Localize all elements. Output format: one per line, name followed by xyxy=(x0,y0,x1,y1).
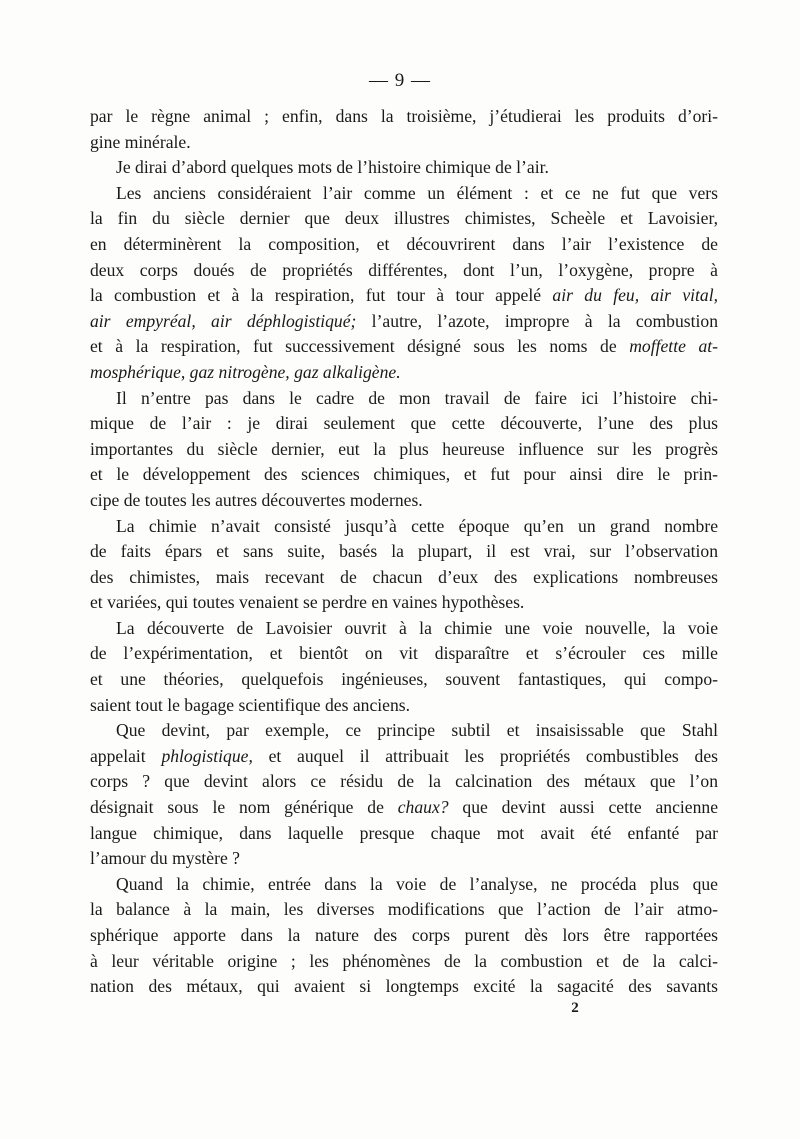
text-line: de l’expérimentation, et bientôt on vit disparaître et s’écrouler ces mille xyxy=(90,643,718,664)
text-line: à leur véritable origine ; les phénomènes de la combustion et de la calci- xyxy=(90,950,718,971)
text-line xyxy=(90,360,718,386)
paragraph-start-line: La découverte de Lavoisier ouvrit à la chimie une voie nouvelle, la voie xyxy=(116,617,718,638)
paragraph-start-line: Quand la chimie, entrée dans la voie de l’analyse, ne procéda plus que xyxy=(116,873,718,894)
text-line: en déterminèrent la composition, et découvrirent dans l’air l’existence de xyxy=(90,233,718,254)
paragraph-start-line: Que devint, par exemple, ce principe subtil et insaisissable que Stahl xyxy=(116,720,718,741)
text-line: et le développement des sciences chimiques, et fut pour ainsi dire le prin- xyxy=(90,464,718,485)
text-line: deux corps doués de propriétés différentes, dont l’un, l’oxygène, propre à xyxy=(90,259,718,280)
paragraph-start-line: Il n’entre pas dans le cadre de mon travail de faire ici l’histoire chi- xyxy=(116,387,718,408)
text-line: et une théories, quelquefois ingénieuses, souvent fantastiques, qui compo- xyxy=(90,669,718,690)
italic-term: mosphérique, gaz nitrogène, gaz alkaligène. xyxy=(90,361,401,382)
text-line: langue chimique, dans laquelle presque chaque mot avait été enfanté par xyxy=(90,822,718,843)
text-line: appelait phlogistique, et auquel il attribuait les propriétés combustibles des xyxy=(90,745,718,766)
text-line: sphérique apporte dans la nature des corps purent dès lors être rapportées xyxy=(90,925,718,945)
text-line: la combustion et à la respiration, fut tour à tour appelé air du feu, air vital, xyxy=(90,285,718,306)
paragraph-start-line: La chimie n’avait consisté jusqu’à cette époque qu’en un grand nombre xyxy=(116,515,718,536)
text-line: et variées, qui toutes venaient se perdre en vaines hypothèses. xyxy=(90,592,525,613)
text-line: mique de l’air : je dirai seulement que cette découverte, l’une des plus xyxy=(90,413,718,434)
italic-term: moffette at- xyxy=(629,336,718,357)
text-line: de faits épars et sans suite, basés la plupart, il est vrai, sur l’observation xyxy=(90,541,718,562)
text-line: importantes du siècle dernier, eut la plus heureuse influence sur les progrès xyxy=(90,438,718,459)
text-line: par le règne animal ; enfin, dans la troisième, j’étudierai les produits d’ori- xyxy=(90,106,718,126)
italic-term: chaux? xyxy=(397,797,449,818)
signature-mark: 2 xyxy=(571,1000,579,1016)
page-number: — 9 — xyxy=(369,70,431,91)
text-line: saient tout le bagage scientifique des anciens. xyxy=(90,694,410,715)
italic-term: air du feu, air vital, xyxy=(552,285,718,306)
text-line: corps ? que devint alors ce résidu de la calcination des métaux que l’on xyxy=(90,771,718,792)
text-line: cipe de toutes les autres découvertes modernes. xyxy=(90,489,423,510)
text-line: la fin du siècle dernier que deux illustres chimistes, Scheèle et Lavoisier, xyxy=(90,208,718,229)
text-line: gine minérale. xyxy=(90,131,191,152)
text-line: et à la respiration, fut successivement désigné sous les noms de moffette at- xyxy=(90,336,718,357)
text-line: des chimistes, mais recevant de chacun d’eux des explications nombreuses xyxy=(90,566,718,587)
text-line: la balance à la main, les diverses modifications que l’action de l’air atmo- xyxy=(90,899,718,920)
italic-term: air empyréal, air déphlogistiqué; xyxy=(90,310,357,331)
paragraph-start-line: Je dirai d’abord quelques mots de l’histoire chimique de l’air. xyxy=(116,157,549,178)
text-line: désignait sous le nom générique de chaux? que devint aussi cette ancienne xyxy=(90,797,718,818)
italic-term: phlogistique, xyxy=(161,745,253,766)
text-line: l’amour du mystère ? xyxy=(90,848,240,869)
paragraph-start-line: Les anciens considéraient l’air comme un élément : et ce ne fut que vers xyxy=(116,182,718,203)
body-text xyxy=(90,104,718,1000)
text-line: air empyréal, air déphlogistiqué; l’autre, l’azote, impropre à la combustion xyxy=(90,310,718,331)
text-line: nation des métaux, qui avaient si longtemps excité la sagacité des savants xyxy=(90,976,718,997)
